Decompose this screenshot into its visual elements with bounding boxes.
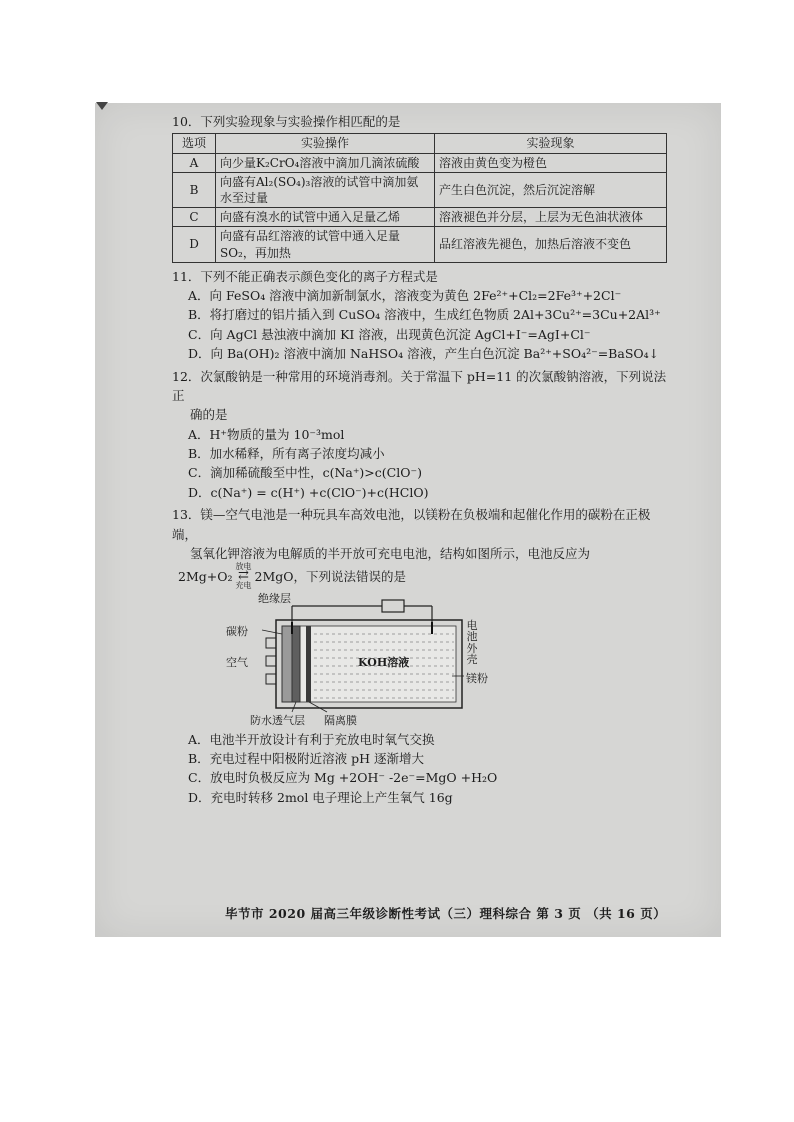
q10-title: 10．下列实验现象与实验操作相匹配的是 xyxy=(172,114,401,129)
row-phenomenon: 产生白色沉淀，然后沉淀溶解 xyxy=(435,172,667,207)
q11-option-c: C．向 AgCl 悬浊液中滴加 KI 溶液，出现黄色沉淀 AgCl+I⁻=AgI+Cl⁻ xyxy=(188,326,591,342)
row-phenomenon: 品红溶液先褪色，加热后溶液不变色 xyxy=(435,227,667,262)
row-option: B xyxy=(173,172,216,207)
q11-option-d: D．向 Ba(OH)₂ 溶液中滴加 NaHSO₄ 溶液，产生白色沉淀 Ba²⁺+SO₄²⁻=BaSO₄↓ xyxy=(188,346,660,362)
q13-title-line2: 氢氧化钾溶液为电解质的半开放可充电电池，结构如图所示，电池反应为 xyxy=(190,545,591,561)
q13-option-c: C．放电时负极反应为 Mg +2OH⁻ -2e⁻=MgO +H₂O xyxy=(188,770,498,786)
row-phenomenon: 溶液褪色并分层，上层为无色油状液体 xyxy=(435,208,667,227)
q13-title-line1: 13．镁—空气电池是一种玩具车高效电池，以镁粉在负极端和起催化作用的碳粉在正极端， xyxy=(172,507,651,542)
q13 xyxy=(172,505,672,807)
row-operation: 向盛有品红溶液的试管中通入足量SO₂，再加热 xyxy=(216,227,435,262)
header-operation: 实验操作 xyxy=(216,134,435,153)
label-insulation: 绝缘层 xyxy=(258,591,291,605)
label-koh: KOH溶液 xyxy=(358,655,410,669)
corner-triangle-icon xyxy=(96,102,108,110)
q12-option-d: D．c(Na⁺) = c(H⁺) +c(ClO⁻)+c(HClO) xyxy=(188,484,429,500)
q12-option-a: A．H⁺物质的量为 10⁻³mol xyxy=(188,426,345,442)
row-phenomenon: 溶液由黄色变为橙色 xyxy=(435,153,667,172)
label-shell: 电池外壳 xyxy=(466,618,478,667)
q13-equation xyxy=(178,563,672,589)
q11-title: 11．下列不能正确表示颜色变化的离子方程式是 xyxy=(172,268,438,284)
q13-option-a: A．电池半开放设计有利于充放电时氧气交换 xyxy=(188,731,435,747)
row-option: D xyxy=(173,227,216,262)
row-operation: 向盛有溴水的试管中通入足量乙烯 xyxy=(216,208,435,227)
q11-option-b: B．将打磨过的铝片插入到 CuSO₄ 溶液中，生成红色物质 2Al+3Cu²⁺=3Cu+2Al³⁺ xyxy=(188,307,661,323)
q11 xyxy=(172,267,672,364)
page-footer: 毕节市 2020 届高三年级诊断性考试（三）理科综合 第 3 页 （共 16 页） xyxy=(225,906,667,921)
q12-title-line2: 确的是 xyxy=(190,407,228,423)
row-option: C xyxy=(173,208,216,227)
row-option: A xyxy=(173,153,216,172)
label-carbon: 碳粉 xyxy=(226,624,248,638)
q13-option-d: D．充电时转移 2mol 电子理论上产生氧气 16g xyxy=(188,789,453,805)
row-operation: 向盛有Al₂(SO₄)₃溶液的试管中滴加氨水至过量 xyxy=(216,172,435,207)
header-option: 选项 xyxy=(173,134,216,153)
q12 xyxy=(172,367,672,503)
row-operation: 向少量K₂CrO₄溶液中滴加几滴浓硫酸 xyxy=(216,153,435,172)
arrow-top-label: 放电 xyxy=(235,562,252,572)
reversible-arrow-icon xyxy=(236,563,252,589)
table-row xyxy=(173,172,667,207)
q12-title-line1: 12．次氯酸钠是一种常用的环境消毒剂。关于常温下 pH=11 的次氯酸钠溶液，下列说法正 xyxy=(172,368,667,403)
q13-option-b: B．充电过程中阳极附近溶液 pH 逐渐增大 xyxy=(188,751,425,767)
arrow-bottom-label: 充电 xyxy=(235,580,252,590)
equation-left: 2Mg+O₂ xyxy=(178,568,233,584)
exam-content xyxy=(172,112,672,807)
table-row xyxy=(173,208,667,227)
header-phenomenon: 实验现象 xyxy=(435,134,667,153)
double-arrow-icon: ⇄ xyxy=(238,568,249,584)
label-separator: 隔离膜 xyxy=(324,713,357,727)
table-row xyxy=(173,227,667,262)
q12-option-b: B．加水稀释，所有离子浓度均减小 xyxy=(188,446,385,462)
q12-option-c: C．滴加稀硫酸至中性，c(Na⁺)>c(ClO⁻) xyxy=(188,465,422,481)
battery-diagram xyxy=(226,591,492,727)
equation-right: 2MgO，下列说法错误的是 xyxy=(254,568,407,584)
q10-table xyxy=(172,133,667,262)
table-header-row xyxy=(173,134,667,153)
label-mg: 镁粉 xyxy=(466,671,488,685)
table-row xyxy=(173,153,667,172)
q11-option-a: A．向 FeSO₄ 溶液中滴加新制氯水，溶液变为黄色 2Fe²⁺+Cl₂=2Fe³⁺+2Cl⁻ xyxy=(188,288,622,304)
label-air: 空气 xyxy=(226,655,248,669)
label-waterproof: 防水透气层 xyxy=(250,713,305,727)
